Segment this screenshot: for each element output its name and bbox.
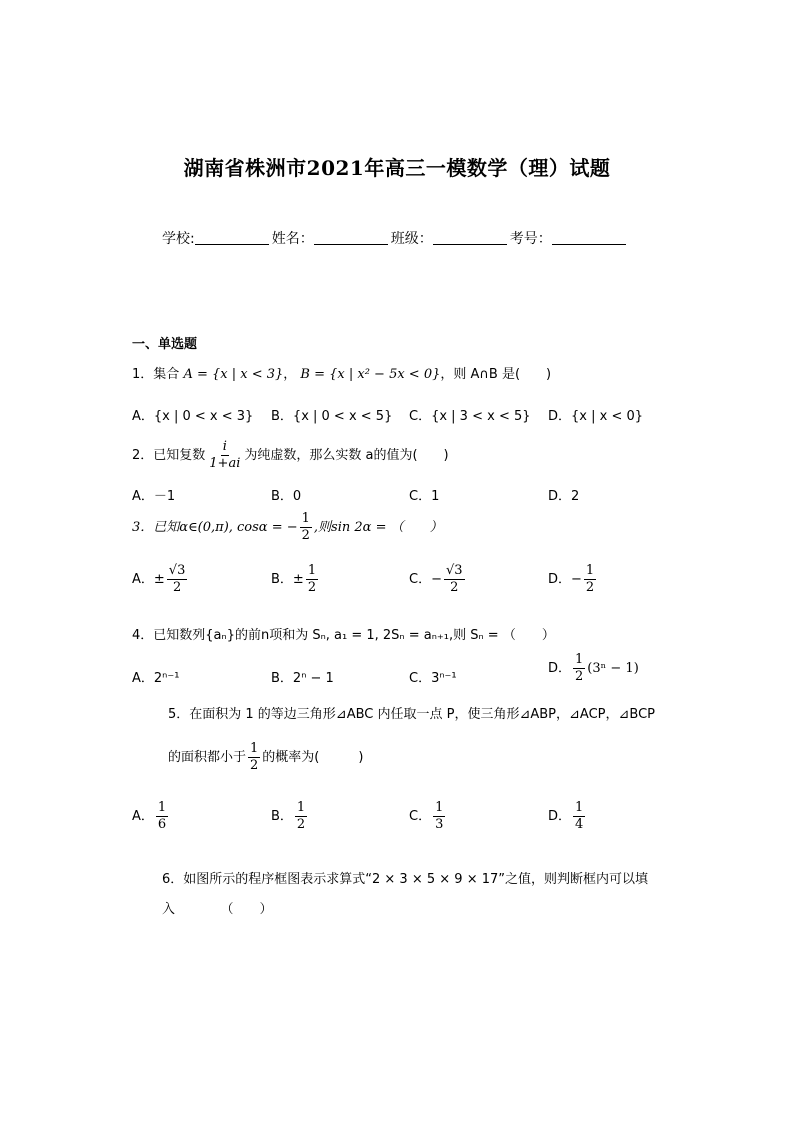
q5-a-den: 6 (157, 817, 167, 832)
q5-text-a: 的面积都小于 (168, 750, 247, 765)
q5-d-label: D． (548, 809, 572, 824)
q3-a-label: A．± (132, 572, 165, 587)
q3-numerator: 1 (301, 511, 310, 526)
q5-b-num: 1 (296, 800, 306, 815)
q1-option-d[interactable]: D．{x | x < 0} (548, 409, 644, 424)
q5-text-b: 的概率为( ) (262, 750, 364, 765)
question-2 (132, 439, 449, 472)
q3-text-b: ,则sin 2α = （ ） (313, 520, 443, 535)
q2-option-b[interactable]: B．0 (271, 489, 302, 504)
q1-set-b: B = {x | x² − 5x < 0} (300, 367, 441, 382)
q5-d-fraction (573, 800, 585, 833)
q2-option-a[interactable]: A．－1 (132, 489, 176, 504)
q3-a-den: 2 (172, 580, 182, 595)
q3-b-fraction (306, 563, 318, 596)
q1-option-a[interactable]: A．{x | 0 < x < 3} (132, 409, 254, 424)
q5-c-num: 1 (435, 800, 444, 815)
q4-option-c[interactable]: C．3ⁿ⁻¹ (409, 671, 457, 686)
q5-b-den: 2 (296, 817, 306, 832)
q3-c-den: 2 (450, 580, 459, 595)
question-5-line-1: 5．在面积为 1 的等边三角形⊿ABC 内任取一点 P，使三角形⊿ABP，⊿ACP，⊿BCP (168, 707, 655, 722)
exam-title: 湖南省株洲市2021年高三一模数学（理）试题 (183, 156, 611, 180)
q1-number: 1． (132, 367, 154, 382)
q3-fraction (300, 511, 312, 544)
q5-option-a[interactable] (132, 800, 170, 833)
q5-denominator: 2 (250, 758, 259, 773)
q5-option-c[interactable] (409, 800, 447, 833)
q3-text-a: 3．已知α∈(0,π), cosα = − (132, 520, 298, 535)
q4-d-tail: (3ⁿ − 1) (587, 661, 639, 676)
q5-c-label: C． (409, 809, 432, 824)
q5-option-b[interactable] (271, 800, 309, 833)
q3-option-b[interactable] (271, 563, 320, 596)
q5-d-num: 1 (575, 800, 584, 815)
q3-b-label: B．± (271, 572, 304, 587)
exam-no-blank[interactable] (552, 230, 626, 245)
q3-c-label: C．− (409, 572, 442, 587)
q5-c-fraction (433, 800, 445, 833)
school-label: 学校: (162, 231, 195, 247)
question-3 (132, 511, 443, 544)
q4-d-num: 1 (575, 652, 584, 667)
question-6-line-2: 入 （ ） (162, 902, 273, 917)
q1-suffix: ，则 A∩B 是( ) (440, 367, 552, 382)
exam-no-label: 考号： (509, 231, 552, 247)
name-label: 姓名： (271, 231, 314, 247)
q4-option-b[interactable]: B．2ⁿ − 1 (271, 671, 334, 686)
q5-b-fraction (295, 800, 307, 833)
q4-d-den: 2 (575, 669, 584, 684)
q5-a-fraction (156, 800, 168, 833)
q5-a-num: 1 (157, 800, 167, 815)
q5-numerator: 1 (250, 741, 259, 756)
q3-d-label: D．− (548, 572, 582, 587)
q1-option-c[interactable]: C．{x | 3 < x < 5} (409, 409, 531, 424)
q3-option-c[interactable] (409, 563, 467, 596)
section-heading: 一、单选题 (132, 337, 198, 352)
q2-numerator: i (222, 439, 227, 454)
q3-a-num: √3 (168, 563, 186, 578)
q4-d-fraction (573, 652, 585, 685)
question-1: 1．集合 A = {x | x < 3}， B = {x | x² − 5x < 0}，则 A∩B 是( ) (132, 367, 552, 382)
q2-denominator: 1+ai (209, 456, 241, 471)
q3-a-fraction (167, 563, 188, 596)
q5-d-den: 4 (575, 817, 584, 832)
q1-set-a: A = {x | x < 3} (183, 367, 284, 382)
q5-fraction (248, 741, 260, 774)
q4-d-label: D． (548, 661, 572, 676)
q5-a-label: A． (132, 809, 154, 824)
name-blank[interactable] (314, 230, 388, 245)
q2-fraction (207, 439, 242, 472)
q3-denominator: 2 (301, 528, 310, 543)
class-label: 班级： (390, 231, 433, 247)
q3-option-d[interactable] (548, 563, 598, 596)
q3-c-num: √3 (445, 563, 463, 578)
q5-c-den: 3 (435, 817, 444, 832)
q2-option-c[interactable]: C．1 (409, 489, 440, 504)
q1-option-b[interactable]: B．{x | 0 < x < 5} (271, 409, 393, 424)
class-blank[interactable] (433, 230, 507, 245)
q1-prefix: 集合 (153, 367, 180, 382)
q3-d-fraction (584, 563, 596, 596)
question-6-line-1: 6．如图所示的程序框图表示求算式“2 × 3 × 5 × 9 × 17”之值，则判断框内可以填 (162, 872, 648, 887)
q3-b-den: 2 (307, 580, 317, 595)
q3-d-den: 2 (585, 580, 595, 595)
q3-b-num: 1 (307, 563, 317, 578)
school-blank[interactable] (195, 230, 269, 245)
q4-option-a[interactable]: A．2ⁿ⁻¹ (132, 671, 180, 686)
question-4: 4．已知数列{aₙ}的前n项和为 Sₙ, a₁ = 1, 2Sₙ = aₙ₊₁,则 Sₙ = （ ） (132, 628, 555, 643)
q3-d-num: 1 (585, 563, 595, 578)
q4-option-d[interactable] (548, 652, 639, 685)
q5-b-label: B． (271, 809, 293, 824)
student-info-line (162, 228, 629, 248)
q5-option-d[interactable] (548, 800, 587, 833)
question-5-line-2 (168, 741, 363, 774)
q2-text-b: 为纯虚数，那么实数 a的值为( ) (244, 448, 449, 463)
q2-text-a: 2．已知复数 (132, 448, 206, 463)
q3-c-fraction (444, 563, 465, 596)
q2-option-d[interactable]: D．2 (548, 489, 580, 504)
q3-option-a[interactable] (132, 563, 189, 596)
